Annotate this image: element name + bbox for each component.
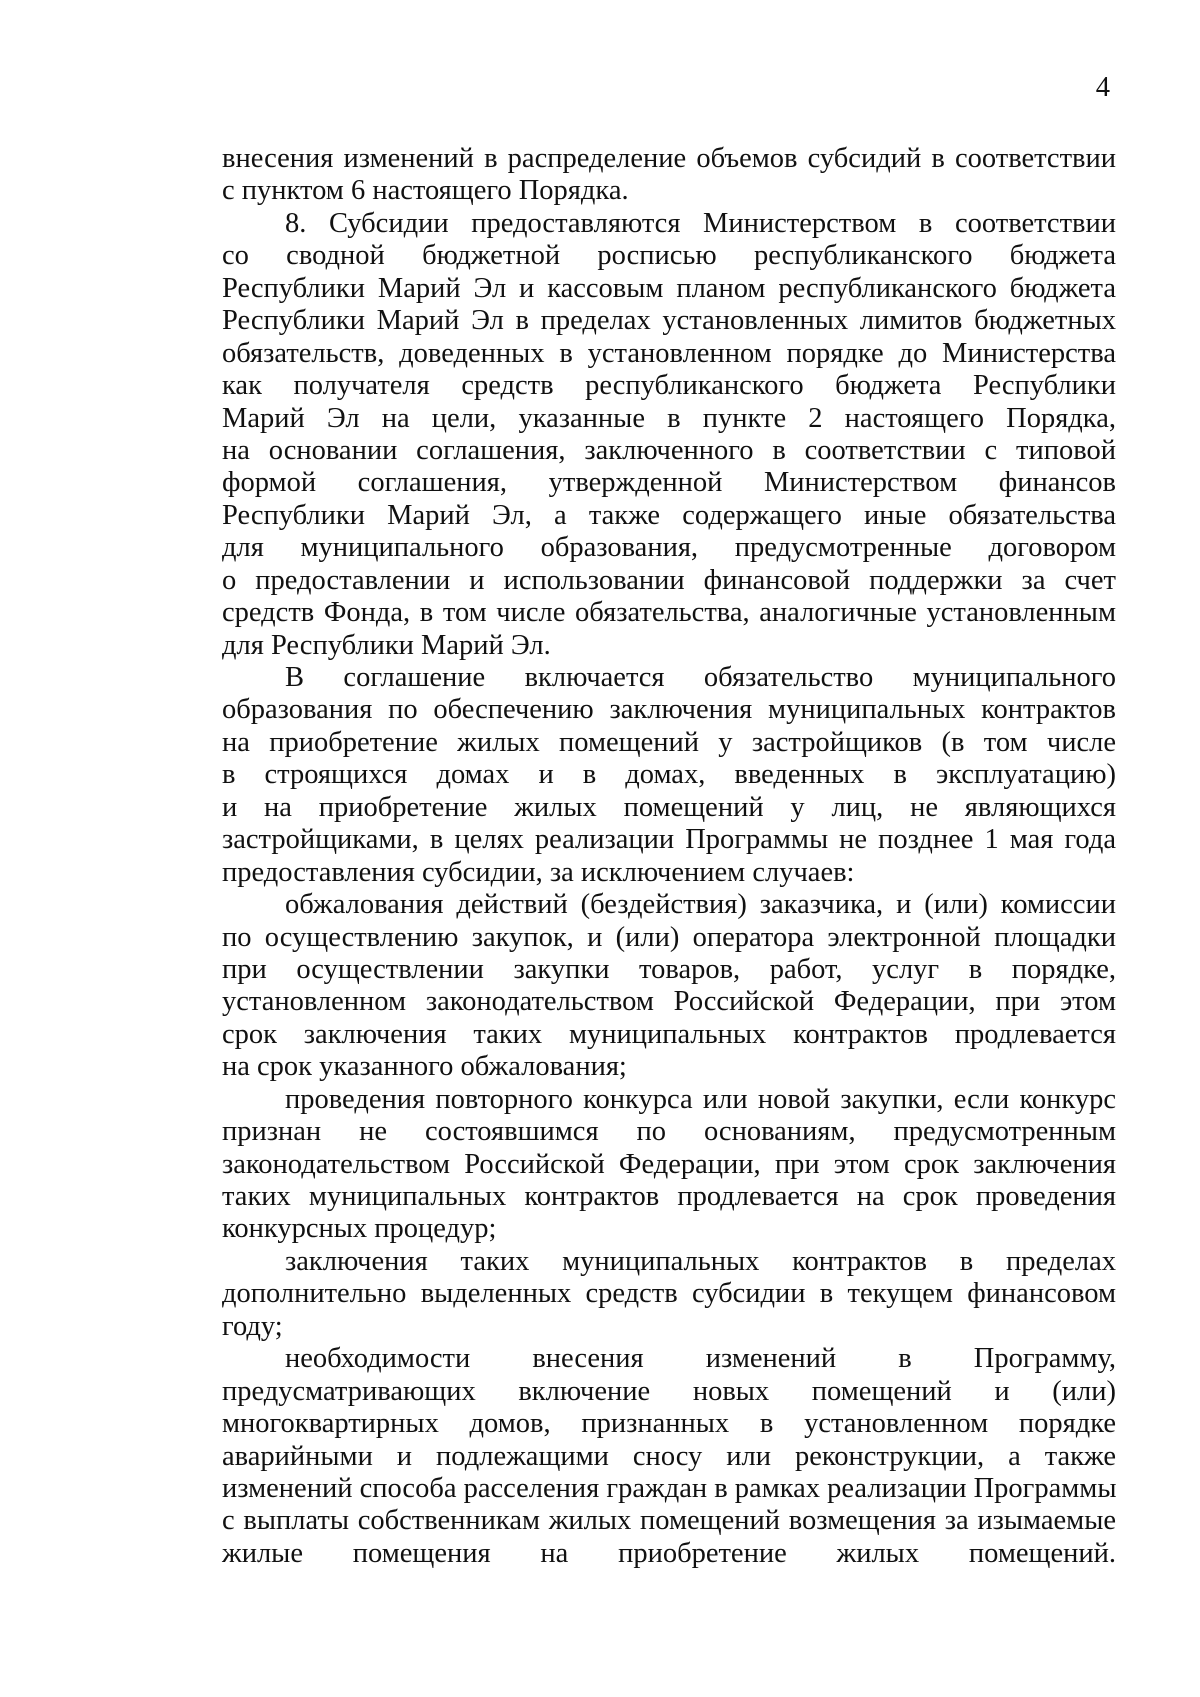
- text-line: заключения таких муниципальных контрактов в пределах: [285, 1245, 1116, 1277]
- text-line: застройщиками, в целях реализации Программы не позднее 1 мая года: [222, 824, 1116, 856]
- text-line: на приобретение жилых помещений у застройщиков (в том числе: [222, 726, 1116, 758]
- text-line: изменений способа расселения граждан в рамках реализации Программы: [222, 1472, 1117, 1504]
- text-line: Республики Марий Эл и кассовым планом республиканского бюджета: [222, 272, 1116, 304]
- page-number: 4: [1095, 72, 1110, 103]
- text-line: Марий Эл на цели, указанные в пункте 2 настоящего Порядка,: [222, 402, 1116, 434]
- text-line: внесения изменений в распределение объемов субсидий в соответствии: [222, 143, 1116, 174]
- text-line: установленном законодательством Российской Федерации, при этом: [222, 986, 1116, 1018]
- text-line: с выплаты собственникам жилых помещений возмещения за изымаемые: [222, 1505, 1116, 1537]
- text-line: предусматривающих включение новых помещений и (или): [222, 1375, 1116, 1407]
- text-line: по осуществлению закупок, и (или) оператора электронной площадки: [222, 921, 1116, 953]
- text-line: как получателя средств республиканского бюджета Республики: [222, 370, 1116, 402]
- text-line: проведения повторного конкурса или новой закупки, если конкурс: [285, 1083, 1116, 1115]
- text-line: дополнительно выделенных средств субсидии в текущем финансовом: [222, 1278, 1116, 1310]
- text-line: образования по обеспечению заключения муниципальных контрактов: [222, 694, 1116, 726]
- text-line: для муниципального образования, предусмотренные договором: [222, 532, 1116, 564]
- text-line: жилые помещения на приобретение жилых помещений.: [222, 1537, 1116, 1569]
- text-line: при осуществлении закупки товаров, работ, услуг в порядке,: [222, 953, 1116, 985]
- text-line: средств Фонда, в том числе обязательства, аналогичные установленным: [222, 597, 1116, 629]
- text-line: В соглашение включается обязательство муниципального: [285, 662, 1116, 693]
- text-line: законодательством Российской Федерации, при этом срок заключения: [222, 1148, 1116, 1180]
- text-line: предоставления субсидии, за исключением случаев:: [222, 856, 855, 888]
- text-line: обжалования действий (бездействия) заказчика, и (или) комиссии: [285, 889, 1116, 921]
- text-line: необходимости внесения изменений в Программу,: [285, 1343, 1116, 1375]
- text-line: и на приобретение жилых помещений у лиц, не являющихся: [222, 791, 1116, 823]
- text-line: срок заключения таких муниципальных контрактов продлевается: [222, 1018, 1116, 1050]
- text-line: Республики Марий Эл в пределах установленных лимитов бюджетных: [222, 305, 1116, 337]
- text-line: со сводной бюджетной росписью республиканского бюджета: [222, 240, 1116, 272]
- text-line: в строящихся домах и в домах, введенных в эксплуатацию): [222, 759, 1116, 791]
- text-line: конкурсных процедур;: [222, 1213, 497, 1245]
- text-line: обязательств, доведенных в установленном порядке до Министерства: [222, 337, 1116, 369]
- text-line: признан не состоявшимся по основаниям, предусмотренным: [222, 1116, 1116, 1148]
- text-line: для Республики Марий Эл.: [222, 629, 551, 661]
- text-line: многоквартирных домов, признанных в установленном порядке: [222, 1408, 1116, 1440]
- text-line: с пунктом 6 настоящего Порядка.: [222, 175, 629, 207]
- text-line: 8. Субсидии предоставляются Министерством в соответствии: [285, 207, 1116, 239]
- text-line: таких муниципальных контрактов продлевается на срок проведения: [222, 1181, 1116, 1212]
- text-line: на основании соглашения, заключенного в соответствии с типовой: [222, 434, 1116, 466]
- text-line: на срок указанного обжалования;: [222, 1051, 627, 1083]
- text-line: году;: [222, 1310, 283, 1342]
- text-line: аварийными и подлежащими сносу или реконструкции, а также: [222, 1440, 1116, 1472]
- text-line: формой соглашения, утвержденной Министерством финансов: [222, 467, 1116, 499]
- document-body: [222, 143, 1116, 1570]
- text-line: Республики Марий Эл, а также содержащего иные обязательства: [222, 499, 1116, 531]
- text-line: о предоставлении и использовании финансовой поддержки за счет: [222, 564, 1116, 596]
